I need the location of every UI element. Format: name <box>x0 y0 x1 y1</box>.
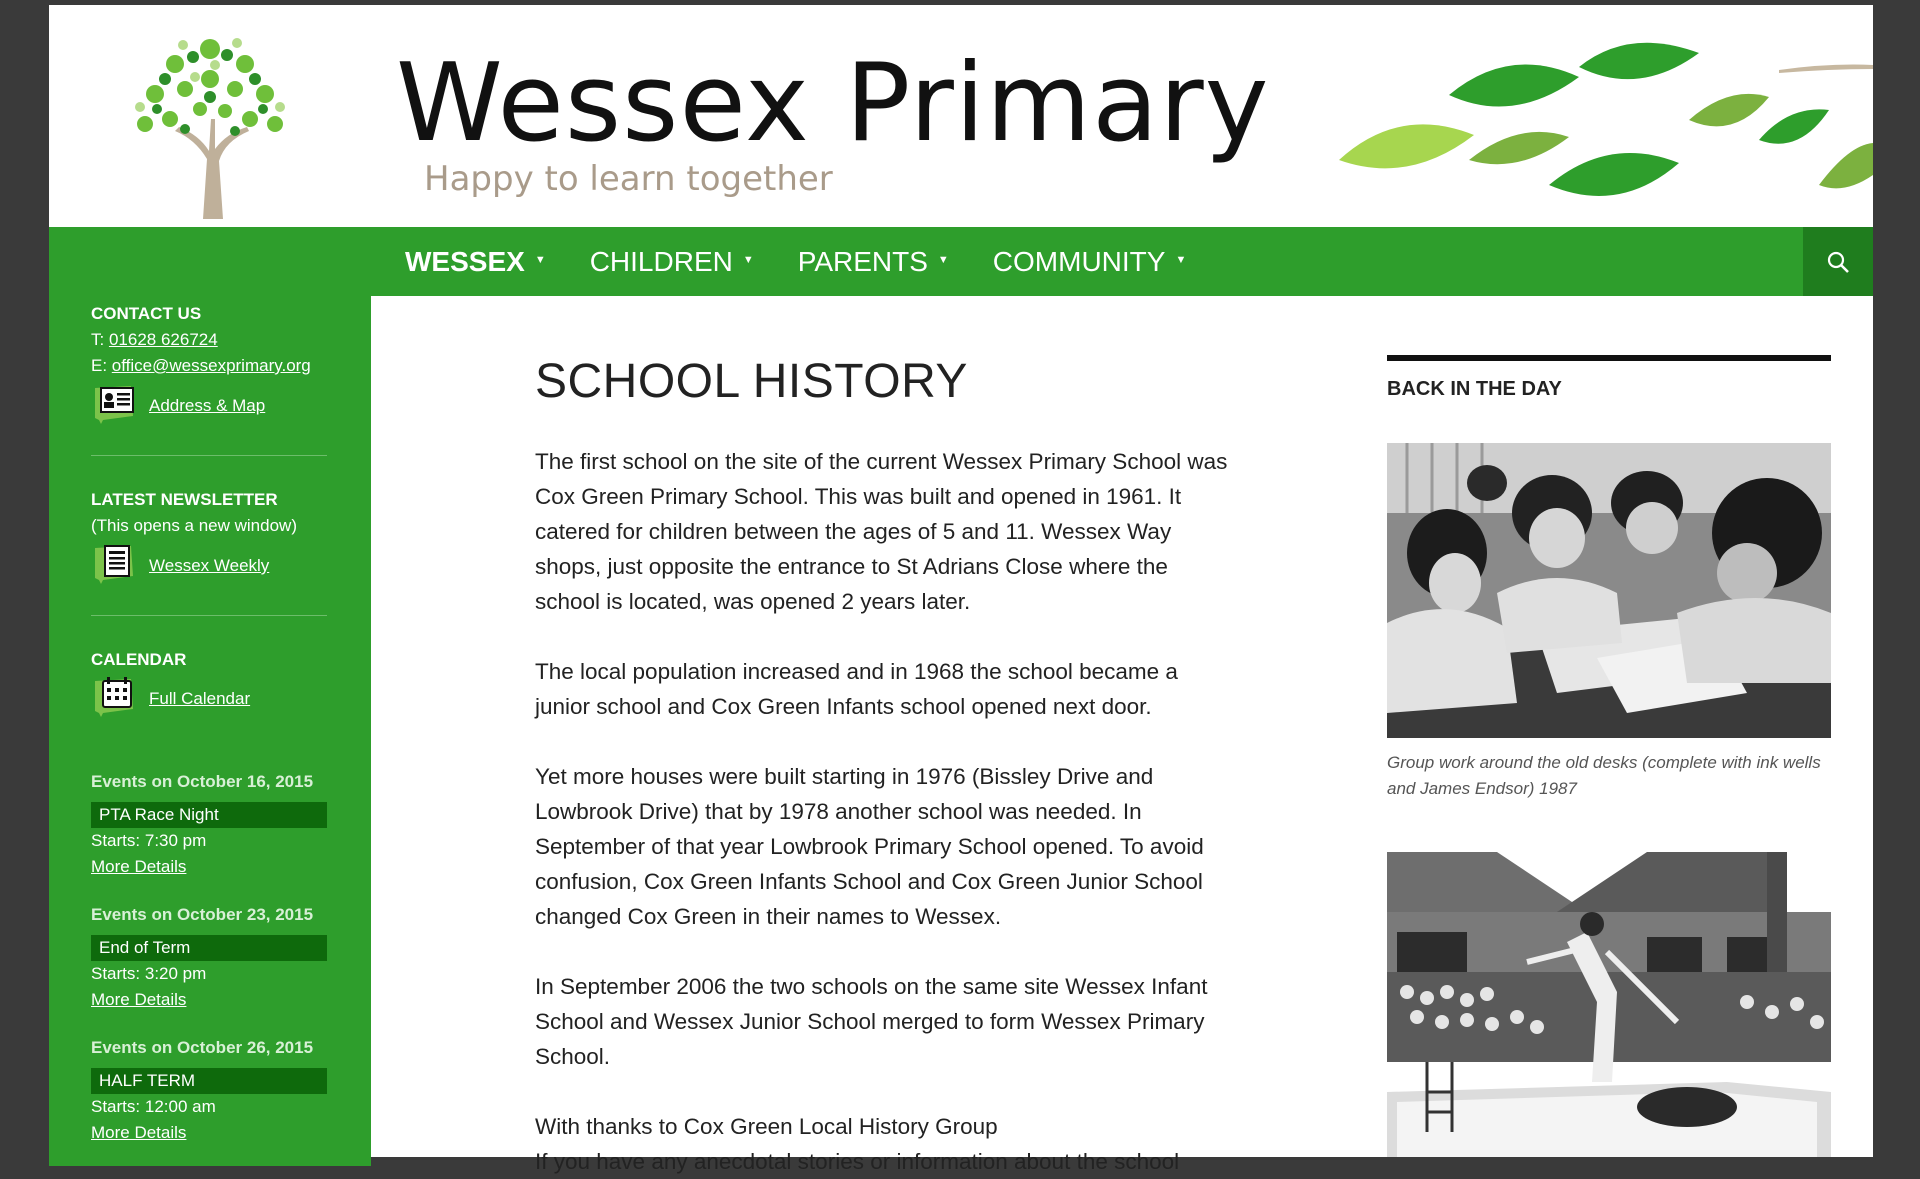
history-paragraph: In September 2006 the two schools on the same site Wessex Infant School and Wessex Junior School merged to form Wessex Primary School. <box>535 974 1208 1069</box>
chevron-down-icon: ▼ <box>742 253 754 266</box>
site-header <box>49 5 1873 227</box>
event-name: End of Term <box>99 938 191 957</box>
contact-phone-row <box>91 330 218 350</box>
history-paragraph: Yet more houses were built starting in 1976 (Bissley Drive and Lowbrook Drive) that by 1978 another school was needed. In September of that year Lowbrook Primary School opened. To avoid confusion, Cox Green Infants School and Cox Green Junior School changed Cox Green in their names to Wessex. <box>535 764 1204 929</box>
back-in-the-day-title: BACK IN THE DAY <box>1387 378 1562 400</box>
site-title[interactable]: Wessex Primary <box>396 41 1270 166</box>
full-calendar-link[interactable]: Full Calendar <box>149 689 251 708</box>
search-button[interactable] <box>1803 227 1873 296</box>
newsletter-link[interactable]: Wessex Weekly <box>149 556 270 575</box>
page-title: SCHOOL HISTORY <box>535 355 968 408</box>
event-more-details-link[interactable]: More Details <box>91 990 187 1009</box>
chevron-down-icon: ▼ <box>937 253 949 266</box>
main-navigation <box>49 227 1873 296</box>
sidebar-divider <box>91 615 327 616</box>
pool-demo-photo[interactable] <box>1387 852 1831 1157</box>
event-title-bar[interactable] <box>91 802 327 828</box>
calendar-title: CALENDAR <box>91 650 187 669</box>
event-title-bar[interactable] <box>91 1068 327 1094</box>
address-card-icon[interactable] <box>93 382 135 424</box>
nav-item-children[interactable] <box>590 246 754 278</box>
newsletter-note: (This opens a new window) <box>91 516 297 535</box>
event-start: Starts: 3:20 pm <box>91 964 207 983</box>
history-paragraph: If you have any anecdotal stories or information about the school <box>535 1149 1180 1174</box>
history-paragraph: With thanks to Cox Green Local History Group <box>535 1114 998 1139</box>
leaves-decoration-icon <box>1339 25 1873 225</box>
photo-caption: Group work around the old desks (complete with ink wells and James Endsor) 1987 <box>1387 753 1821 798</box>
event-name: PTA Race Night <box>99 805 219 824</box>
nav-label: COMMUNITY <box>992 245 1166 277</box>
event-more-details-link[interactable]: More Details <box>91 857 187 876</box>
nav-label: CHILDREN <box>589 245 733 277</box>
calendar-icon[interactable] <box>93 675 135 717</box>
nav-item-wessex[interactable] <box>405 246 546 278</box>
history-paragraph: The first school on the site of the current Wessex Primary School was Cox Green Primary School. This was built and opened in 1961. It catered for children between the ages of 5 and 11. Wessex Way shops, just opposite the entrance to St Adrians Close where the school is located, was opened 2 years later. <box>535 449 1228 614</box>
event-start: Starts: 12:00 am <box>91 1097 216 1116</box>
event-date-heading: Events on October 23, 2015 <box>91 905 314 924</box>
event-date-heading: Events on October 26, 2015 <box>91 1038 314 1057</box>
chevron-down-icon: ▼ <box>534 253 546 266</box>
classroom-photo[interactable] <box>1387 443 1831 738</box>
nav-menu <box>405 227 1230 296</box>
history-paragraph: The local population increased and in 1968 the school became a junior school and Cox Green Infants school opened next door. <box>535 659 1178 719</box>
nav-label: PARENTS <box>797 245 928 277</box>
left-sidebar <box>49 296 371 1166</box>
contact-title: CONTACT US <box>91 304 202 323</box>
sidebar-divider <box>91 455 327 456</box>
nav-item-parents[interactable] <box>798 246 949 278</box>
event-name: HALF TERM <box>99 1071 196 1090</box>
email-prefix: E: <box>91 356 112 375</box>
site-tagline: Happy to learn together <box>424 159 833 199</box>
page <box>49 5 1873 1174</box>
event-start: Starts: 7:30 pm <box>91 831 207 850</box>
chevron-down-icon: ▼ <box>1175 253 1187 266</box>
phone-prefix: T: <box>91 330 109 349</box>
email-link[interactable]: office@wessexprimary.org <box>111 356 311 375</box>
event-title-bar[interactable] <box>91 935 327 961</box>
event-more-details-link[interactable]: More Details <box>91 1123 187 1142</box>
tree-logo-icon[interactable] <box>115 19 305 219</box>
address-map-link[interactable]: Address & Map <box>149 396 266 415</box>
contact-email-row <box>91 356 311 376</box>
newsletter-title: LATEST NEWSLETTER <box>91 490 278 509</box>
phone-link[interactable]: 01628 626724 <box>108 330 218 349</box>
widget-top-rule <box>1387 355 1831 361</box>
event-date-heading: Events on October 16, 2015 <box>91 772 314 791</box>
nav-label: WESSEX <box>405 245 525 277</box>
search-icon <box>1826 250 1850 274</box>
newsletter-icon[interactable] <box>93 542 135 584</box>
nav-item-community[interactable] <box>993 246 1187 278</box>
